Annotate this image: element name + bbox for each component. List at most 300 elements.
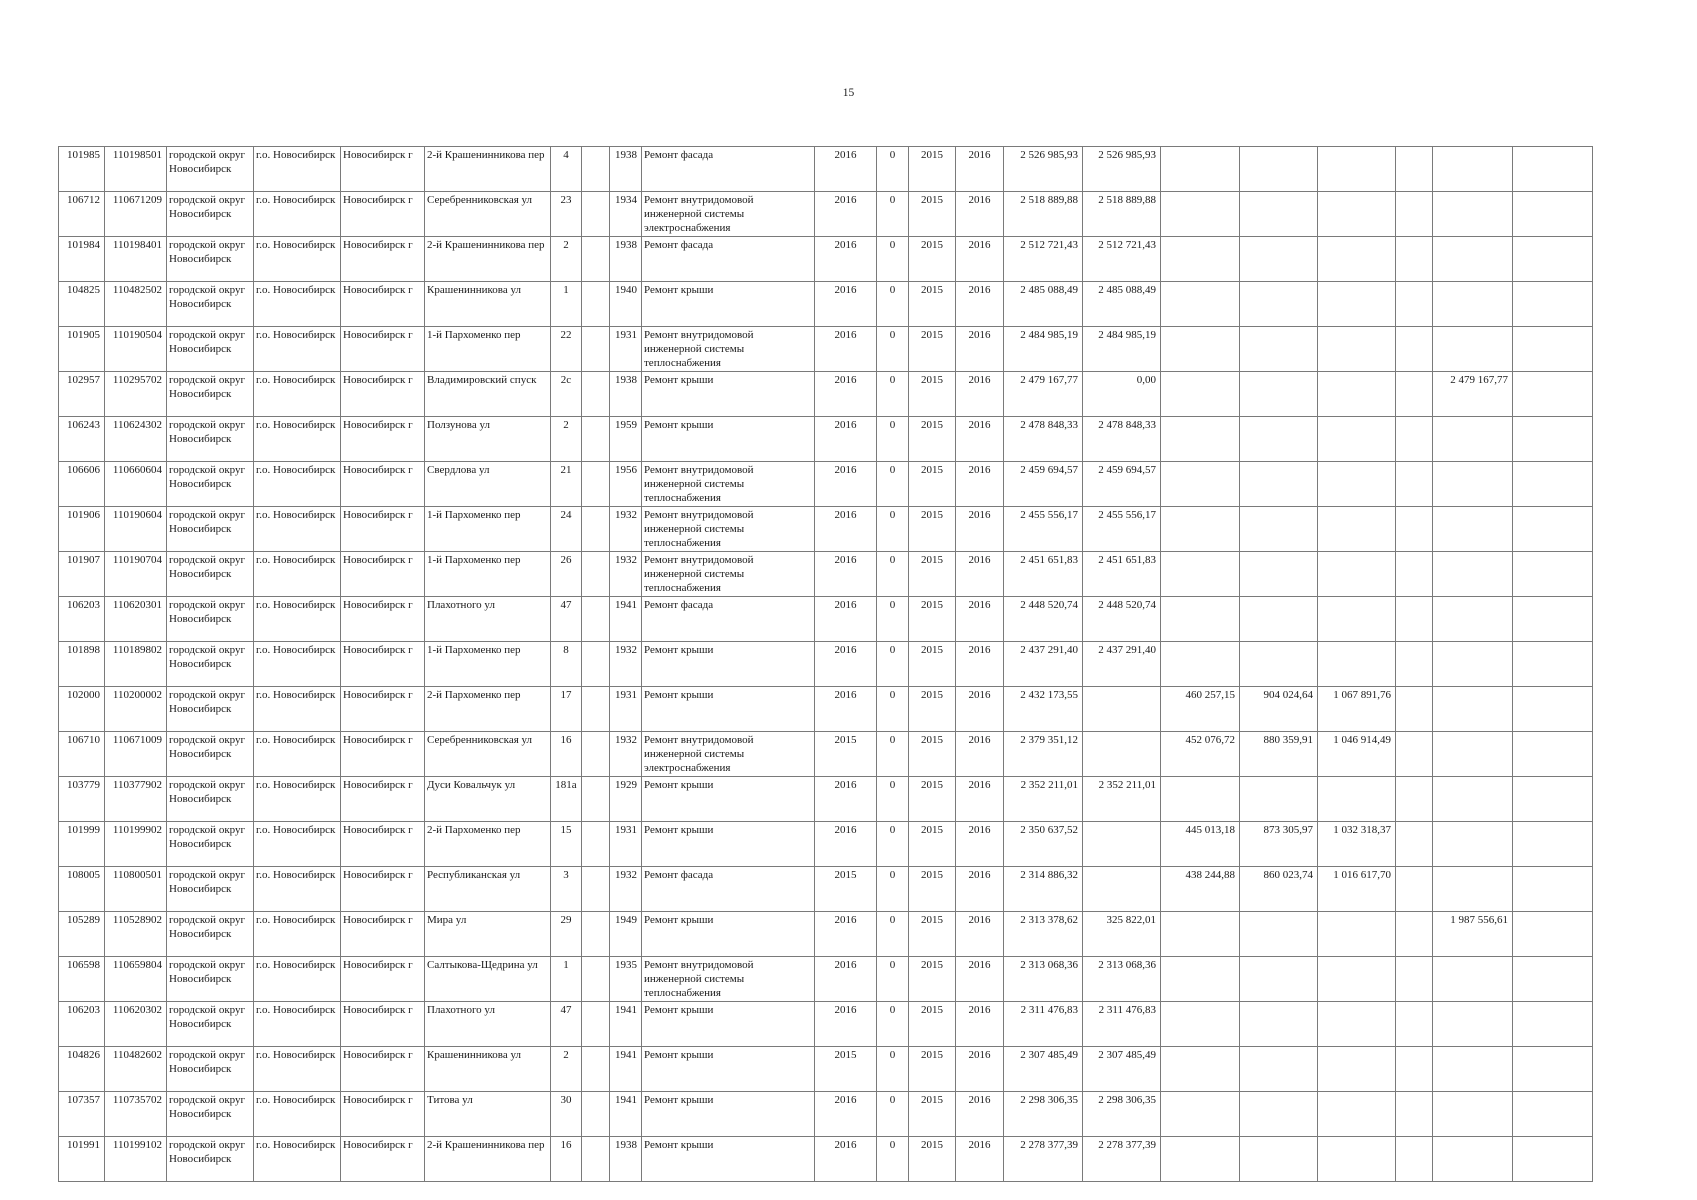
object-id-cell: 101905 [59,327,105,372]
total-cost-cell: 2 278 377,39 [1004,1137,1083,1182]
street-cell: Плахотного ул [425,1002,551,1047]
other-sources-cell [1433,867,1513,912]
plan-year-cell: 2016 [815,417,877,462]
street-cell: Свердлова ул [425,462,551,507]
street-cell: Серебренниковская ул [425,732,551,777]
street-cell: 1-й Пархоменко пер [425,327,551,372]
amount-col-3-cell [1318,777,1396,822]
table-row [59,552,1593,597]
construction-year-cell: 1938 [610,147,642,192]
amount-col-2-cell [1240,192,1318,237]
empty-trailing-cell [1513,1137,1593,1182]
street-cell: Салтыкова-Щедрина ул [425,957,551,1002]
period-end-cell: 2016 [956,597,1004,642]
amount-col-3-cell [1318,237,1396,282]
street-cell: 2-й Крашенинникова пер [425,237,551,282]
zero-flag-cell: 0 [877,687,909,732]
amount-col-4-cell [1396,372,1433,417]
fund-amount-cell: 2 307 485,49 [1083,1047,1161,1092]
period-end-cell: 2016 [956,867,1004,912]
object-id-cell: 107357 [59,1092,105,1137]
amount-col-1-cell: 452 076,72 [1161,732,1240,777]
municipality-cell: г.о. Новосибирск [254,372,341,417]
settlement-cell: Новосибирск г [341,1047,425,1092]
amount-col-1-cell [1161,327,1240,372]
plan-year-cell: 2016 [815,687,877,732]
house-code-cell: 110199102 [105,1137,167,1182]
fund-amount-cell: 2 352 211,01 [1083,777,1161,822]
fund-amount-cell: 2 311 476,83 [1083,1002,1161,1047]
object-id-cell: 101907 [59,552,105,597]
municipal-district-cell: городской округ Новосибирск [167,957,254,1002]
construction-year-cell: 1940 [610,282,642,327]
fund-amount-cell: 2 278 377,39 [1083,1137,1161,1182]
total-cost-cell: 2 518 889,88 [1004,192,1083,237]
amount-col-1-cell [1161,147,1240,192]
construction-year-cell: 1941 [610,1092,642,1137]
house-code-cell: 110190604 [105,507,167,552]
municipal-district-cell: городской округ Новосибирск [167,597,254,642]
house-code-cell: 110482502 [105,282,167,327]
house-code-cell: 110377902 [105,777,167,822]
construction-year-cell: 1931 [610,687,642,732]
fund-amount-cell: 2 459 694,57 [1083,462,1161,507]
work-type-cell: Ремонт крыши [642,417,815,462]
house-number-cell: 3 [551,867,582,912]
work-type-cell: Ремонт крыши [642,1137,815,1182]
house-number-cell: 47 [551,597,582,642]
amount-col-2-cell [1240,1092,1318,1137]
house-number-cell: 1 [551,282,582,327]
period-start-cell: 2015 [909,147,956,192]
fund-amount-cell [1083,867,1161,912]
amount-col-1-cell [1161,237,1240,282]
total-cost-cell: 2 352 211,01 [1004,777,1083,822]
period-end-cell: 2016 [956,282,1004,327]
object-id-cell: 101906 [59,507,105,552]
amount-col-4-cell [1396,192,1433,237]
object-id-cell: 102000 [59,687,105,732]
amount-col-4-cell [1396,237,1433,282]
empty-trailing-cell [1513,1092,1593,1137]
amount-col-3-cell [1318,552,1396,597]
municipal-district-cell: городской округ Новосибирск [167,867,254,912]
amount-col-1-cell [1161,597,1240,642]
amount-col-3-cell [1318,192,1396,237]
plan-year-cell: 2016 [815,1137,877,1182]
work-type-cell: Ремонт фасада [642,867,815,912]
period-start-cell: 2015 [909,1047,956,1092]
street-cell: 2-й Крашенинникова пер [425,1137,551,1182]
amount-col-4-cell [1396,417,1433,462]
amount-col-4-cell [1396,1137,1433,1182]
building-cell [582,327,610,372]
amount-col-4-cell [1396,282,1433,327]
settlement-cell: Новосибирск г [341,822,425,867]
amount-col-1-cell [1161,1002,1240,1047]
total-cost-cell: 2 313 378,62 [1004,912,1083,957]
municipality-cell: г.о. Новосибирск [254,507,341,552]
zero-flag-cell: 0 [877,282,909,327]
fund-amount-cell: 2 478 848,33 [1083,417,1161,462]
work-type-cell: Ремонт внутридомовой инженерной системы электроснабжения [642,192,815,237]
page-number: 15 [842,87,855,99]
fund-amount-cell: 2 512 721,43 [1083,237,1161,282]
settlement-cell: Новосибирск г [341,957,425,1002]
municipality-cell: г.о. Новосибирск [254,867,341,912]
municipal-district-cell: городской округ Новосибирск [167,237,254,282]
building-cell [582,732,610,777]
municipal-district-cell: городской округ Новосибирск [167,372,254,417]
amount-col-2-cell [1240,507,1318,552]
other-sources-cell [1433,552,1513,597]
zero-flag-cell: 0 [877,1002,909,1047]
amount-col-3-cell [1318,1002,1396,1047]
zero-flag-cell: 0 [877,552,909,597]
amount-col-2-cell [1240,237,1318,282]
house-number-cell: 16 [551,732,582,777]
zero-flag-cell: 0 [877,147,909,192]
amount-col-1-cell [1161,282,1240,327]
other-sources-cell [1433,282,1513,327]
settlement-cell: Новосибирск г [341,552,425,597]
object-id-cell: 101991 [59,1137,105,1182]
other-sources-cell [1433,192,1513,237]
construction-year-cell: 1956 [610,462,642,507]
amount-col-3-cell: 1 032 318,37 [1318,822,1396,867]
period-start-cell: 2015 [909,732,956,777]
empty-trailing-cell [1513,417,1593,462]
amount-col-4-cell [1396,1092,1433,1137]
total-cost-cell: 2 350 637,52 [1004,822,1083,867]
registry-body [59,147,1593,1182]
work-type-cell: Ремонт фасада [642,597,815,642]
zero-flag-cell: 0 [877,912,909,957]
zero-flag-cell: 0 [877,642,909,687]
construction-year-cell: 1949 [610,912,642,957]
amount-col-4-cell [1396,732,1433,777]
house-code-cell: 110198401 [105,237,167,282]
house-number-cell: 15 [551,822,582,867]
house-number-cell: 4 [551,147,582,192]
other-sources-cell [1433,1092,1513,1137]
other-sources-cell [1433,777,1513,822]
house-number-cell: 1 [551,957,582,1002]
amount-col-3-cell [1318,1047,1396,1092]
amount-col-3-cell [1318,957,1396,1002]
other-sources-cell [1433,1047,1513,1092]
period-end-cell: 2016 [956,1137,1004,1182]
amount-col-2-cell [1240,417,1318,462]
amount-col-3-cell: 1 016 617,70 [1318,867,1396,912]
amount-col-3-cell: 1 067 891,76 [1318,687,1396,732]
amount-col-1-cell [1161,417,1240,462]
house-number-cell: 16 [551,1137,582,1182]
period-start-cell: 2015 [909,957,956,1002]
zero-flag-cell: 0 [877,777,909,822]
object-id-cell: 101984 [59,237,105,282]
object-id-cell: 106712 [59,192,105,237]
street-cell: Крашенинникова ул [425,1047,551,1092]
municipality-cell: г.о. Новосибирск [254,237,341,282]
amount-col-4-cell [1396,462,1433,507]
fund-amount-cell: 2 437 291,40 [1083,642,1161,687]
empty-trailing-cell [1513,327,1593,372]
settlement-cell: Новосибирск г [341,1002,425,1047]
period-end-cell: 2016 [956,642,1004,687]
municipality-cell: г.о. Новосибирск [254,1092,341,1137]
work-type-cell: Ремонт фасада [642,237,815,282]
plan-year-cell: 2016 [815,552,877,597]
construction-year-cell: 1934 [610,192,642,237]
amount-col-3-cell: 1 046 914,49 [1318,732,1396,777]
amount-col-2-cell [1240,552,1318,597]
plan-year-cell: 2016 [815,507,877,552]
work-type-cell: Ремонт крыши [642,1047,815,1092]
object-id-cell: 105289 [59,912,105,957]
period-end-cell: 2016 [956,732,1004,777]
house-number-cell: 22 [551,327,582,372]
table-row [59,417,1593,462]
municipality-cell: г.о. Новосибирск [254,147,341,192]
building-cell [582,1092,610,1137]
plan-year-cell: 2016 [815,147,877,192]
house-number-cell: 8 [551,642,582,687]
zero-flag-cell: 0 [877,1092,909,1137]
amount-col-2-cell [1240,147,1318,192]
other-sources-cell [1433,1137,1513,1182]
settlement-cell: Новосибирск г [341,462,425,507]
empty-trailing-cell [1513,372,1593,417]
amount-col-2-cell [1240,1137,1318,1182]
house-code-cell: 110624302 [105,417,167,462]
total-cost-cell: 2 448 520,74 [1004,597,1083,642]
plan-year-cell: 2016 [815,597,877,642]
total-cost-cell: 2 485 088,49 [1004,282,1083,327]
period-start-cell: 2015 [909,867,956,912]
construction-year-cell: 1932 [610,507,642,552]
house-code-cell: 110198501 [105,147,167,192]
house-number-cell: 23 [551,192,582,237]
period-start-cell: 2015 [909,237,956,282]
work-type-cell: Ремонт внутридомовой инженерной системы теплоснабжения [642,507,815,552]
amount-col-3-cell [1318,372,1396,417]
street-cell: Дуси Ковальчук ул [425,777,551,822]
house-number-cell: 2 [551,237,582,282]
house-number-cell: 181а [551,777,582,822]
period-start-cell: 2015 [909,417,956,462]
amount-col-3-cell [1318,597,1396,642]
settlement-cell: Новосибирск г [341,417,425,462]
fund-amount-cell: 325 822,01 [1083,912,1161,957]
settlement-cell: Новосибирск г [341,147,425,192]
municipal-district-cell: городской округ Новосибирск [167,507,254,552]
building-cell [582,867,610,912]
street-cell: 1-й Пархоменко пер [425,642,551,687]
building-cell [582,507,610,552]
empty-trailing-cell [1513,147,1593,192]
amount-col-1-cell [1161,462,1240,507]
plan-year-cell: 2016 [815,192,877,237]
plan-year-cell: 2016 [815,822,877,867]
table-row [59,957,1593,1002]
amount-col-2-cell [1240,462,1318,507]
settlement-cell: Новосибирск г [341,1092,425,1137]
amount-col-2-cell [1240,327,1318,372]
fund-amount-cell: 2 484 985,19 [1083,327,1161,372]
construction-year-cell: 1931 [610,327,642,372]
period-end-cell: 2016 [956,957,1004,1002]
zero-flag-cell: 0 [877,417,909,462]
building-cell [582,462,610,507]
total-cost-cell: 2 314 886,32 [1004,867,1083,912]
plan-year-cell: 2015 [815,1047,877,1092]
municipal-district-cell: городской округ Новосибирск [167,1137,254,1182]
municipal-district-cell: городской округ Новосибирск [167,822,254,867]
building-cell [582,912,610,957]
period-end-cell: 2016 [956,1002,1004,1047]
house-code-cell: 110620301 [105,597,167,642]
empty-trailing-cell [1513,282,1593,327]
amount-col-2-cell: 873 305,97 [1240,822,1318,867]
amount-col-4-cell [1396,147,1433,192]
total-cost-cell: 2 526 985,93 [1004,147,1083,192]
empty-trailing-cell [1513,732,1593,777]
period-start-cell: 2015 [909,282,956,327]
zero-flag-cell: 0 [877,867,909,912]
amount-col-1-cell [1161,192,1240,237]
amount-col-3-cell [1318,327,1396,372]
amount-col-2-cell [1240,777,1318,822]
building-cell [582,237,610,282]
table-row [59,1047,1593,1092]
period-end-cell: 2016 [956,1092,1004,1137]
building-cell [582,1002,610,1047]
table-row [59,1137,1593,1182]
amount-col-4-cell [1396,912,1433,957]
total-cost-cell: 2 379 351,12 [1004,732,1083,777]
table-row [59,597,1593,642]
amount-col-2-cell [1240,912,1318,957]
period-start-cell: 2015 [909,822,956,867]
object-id-cell: 104825 [59,282,105,327]
amount-col-3-cell [1318,912,1396,957]
amount-col-1-cell [1161,912,1240,957]
period-end-cell: 2016 [956,552,1004,597]
period-end-cell: 2016 [956,417,1004,462]
building-cell [582,597,610,642]
empty-trailing-cell [1513,507,1593,552]
house-code-cell: 110528902 [105,912,167,957]
amount-col-2-cell [1240,282,1318,327]
total-cost-cell: 2 479 167,77 [1004,372,1083,417]
period-start-cell: 2015 [909,597,956,642]
municipality-cell: г.о. Новосибирск [254,552,341,597]
settlement-cell: Новосибирск г [341,777,425,822]
building-cell [582,1137,610,1182]
table-row [59,777,1593,822]
table-row [59,732,1593,777]
house-code-cell: 110199902 [105,822,167,867]
house-code-cell: 110190504 [105,327,167,372]
house-code-cell: 110620302 [105,1002,167,1047]
fund-amount-cell: 2 485 088,49 [1083,282,1161,327]
street-cell: Плахотного ул [425,597,551,642]
total-cost-cell: 2 307 485,49 [1004,1047,1083,1092]
amount-col-3-cell [1318,462,1396,507]
municipal-district-cell: городской округ Новосибирск [167,1092,254,1137]
zero-flag-cell: 0 [877,597,909,642]
municipal-district-cell: городской округ Новосибирск [167,282,254,327]
table-row [59,867,1593,912]
object-id-cell: 106203 [59,1002,105,1047]
period-start-cell: 2015 [909,192,956,237]
other-sources-cell [1433,822,1513,867]
house-code-cell: 110671209 [105,192,167,237]
street-cell: Владимировский спуск [425,372,551,417]
settlement-cell: Новосибирск г [341,372,425,417]
amount-col-2-cell [1240,642,1318,687]
fund-amount-cell [1083,822,1161,867]
other-sources-cell [1433,147,1513,192]
zero-flag-cell: 0 [877,957,909,1002]
municipal-district-cell: городской округ Новосибирск [167,1002,254,1047]
object-id-cell: 101999 [59,822,105,867]
amount-col-2-cell [1240,372,1318,417]
municipality-cell: г.о. Новосибирск [254,777,341,822]
street-cell: 2-й Пархоменко пер [425,687,551,732]
object-id-cell: 102957 [59,372,105,417]
period-end-cell: 2016 [956,822,1004,867]
period-start-cell: 2015 [909,372,956,417]
municipal-district-cell: городской округ Новосибирск [167,192,254,237]
empty-trailing-cell [1513,957,1593,1002]
amount-col-4-cell [1396,867,1433,912]
table-row [59,1002,1593,1047]
period-end-cell: 2016 [956,147,1004,192]
construction-year-cell: 1959 [610,417,642,462]
amount-col-3-cell [1318,417,1396,462]
construction-year-cell: 1932 [610,732,642,777]
house-number-cell: 29 [551,912,582,957]
period-start-cell: 2015 [909,462,956,507]
street-cell: Титова ул [425,1092,551,1137]
plan-year-cell: 2016 [815,642,877,687]
other-sources-cell [1433,1002,1513,1047]
amount-col-1-cell [1161,957,1240,1002]
settlement-cell: Новосибирск г [341,327,425,372]
amount-col-1-cell [1161,1137,1240,1182]
object-id-cell: 106203 [59,597,105,642]
amount-col-1-cell [1161,507,1240,552]
amount-col-1-cell [1161,372,1240,417]
zero-flag-cell: 0 [877,462,909,507]
period-start-cell: 2015 [909,1092,956,1137]
zero-flag-cell: 0 [877,732,909,777]
table-row [59,282,1593,327]
empty-trailing-cell [1513,777,1593,822]
amount-col-3-cell [1318,282,1396,327]
amount-col-1-cell [1161,1047,1240,1092]
other-sources-cell [1433,642,1513,687]
work-type-cell: Ремонт крыши [642,912,815,957]
amount-col-4-cell [1396,957,1433,1002]
construction-year-cell: 1929 [610,777,642,822]
period-end-cell: 2016 [956,507,1004,552]
amount-col-4-cell [1396,1047,1433,1092]
plan-year-cell: 2016 [815,912,877,957]
object-id-cell: 101985 [59,147,105,192]
